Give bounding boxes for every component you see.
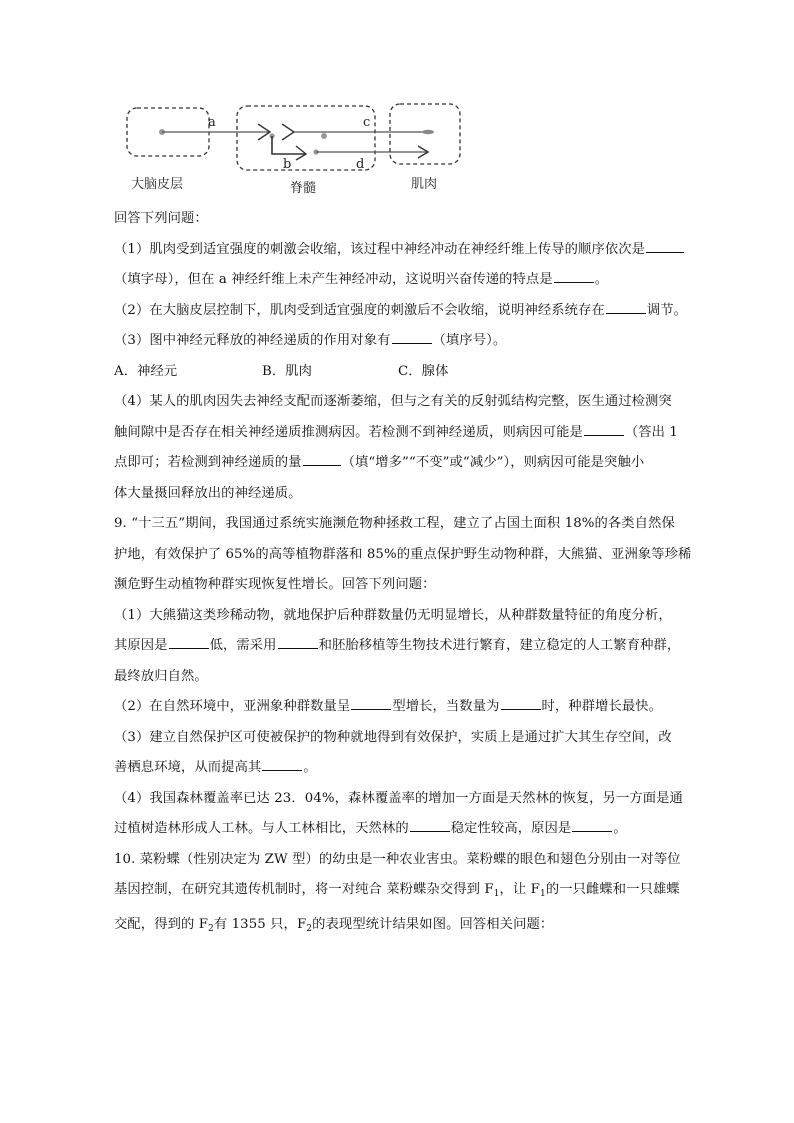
q8-part2-line [114, 296, 704, 327]
q8-part1-line2 [114, 265, 704, 296]
answer-blank[interactable] [169, 636, 209, 649]
q9-part2-line [114, 692, 704, 723]
reflex-arc-diagram [110, 96, 490, 200]
answer-blank[interactable] [351, 697, 391, 710]
label-b: b [283, 157, 292, 172]
q9-part4-line1: （4）我国森林覆盖率已达 23．04%，森林覆盖率的增加一方面是天然林的恢复，另一方面是通 [114, 790, 683, 806]
q10-text-a: 基因控制，在研究其遗传机制时，将一对纯合 菜粉蝶杂交得到 F [114, 882, 494, 897]
q8-part2-end: 调节。 [646, 302, 688, 318]
q10-stem-line2 [114, 875, 704, 910]
q9-part2-text-b: 型增长，当数量为 [392, 699, 500, 714]
q8-part4-line2 [114, 418, 704, 449]
q8-part3-line [114, 326, 704, 357]
question-text [114, 204, 704, 944]
q9-part1-text-c: 和胚胎移植等生物技术进行繁育，建立稳定的人工繁育种群， [318, 638, 681, 653]
subscript: 2 [208, 923, 214, 934]
answer-blank[interactable] [554, 270, 594, 283]
q8-part1-end: 。 [594, 272, 609, 287]
q9-part1-text-a: 其原因是 [114, 638, 168, 653]
q9-stem-line3: 濒危野生动植物种群实现恢复性增长。回答下列问题： [114, 577, 436, 592]
q8-part4-text-b: （答出 1 [624, 424, 678, 440]
label-a: a [208, 115, 216, 130]
q8-part4-line1: （4）某人的肌肉因失去神经支配而逐渐萎缩，但与之有关的反射弧结构完整，医生通过检测突 [114, 394, 672, 409]
label-muscle: 肌肉 [411, 177, 438, 192]
motor-neuron-dot-c [321, 133, 327, 139]
q8-part4-text-d: （填“增多”“不变”或“减少”），则病因可能是突触小 [341, 455, 645, 470]
option-b: B．肌肉 [262, 363, 313, 379]
q8-part2-text: （2）在大脑皮层控制下，肌肉受到适宜强度的刺激后不会收缩，说明神经系统存在 [114, 302, 605, 318]
answer-blank[interactable] [392, 331, 432, 344]
q9-stem-line2: 护地，有效保护了 65%的高等植物群落和 85%的重点保护野生动物种群，大熊猫、亚洲象等珍稀 [114, 546, 692, 562]
q8-options-line [114, 357, 704, 388]
muscle-box [390, 104, 460, 164]
answer-blank[interactable] [584, 423, 624, 436]
q8-part4-line3 [114, 448, 704, 479]
synapse-d-ending [296, 146, 306, 160]
q8-part3-text: （3）图中神经元释放的神经递质的作用对象有 [114, 333, 391, 348]
q10-stem-line1: 10. 菜粉蝶（性别决定为 ZW 型）的幼虫是一种农业害虫。菜粉蝶的眼色和翅色分别由一对等位 [114, 851, 681, 867]
option-a: A．神经元 [114, 363, 178, 379]
label-cortex: 大脑皮层 [131, 177, 184, 192]
q10-text-b: ，让 F [499, 882, 540, 897]
option-c: C．腺体 [398, 363, 449, 379]
q8-part1-text-a: （1）肌肉受到适宜强度的刺激会收缩，该过程中神经冲动在神经纤维上传导的顺序依次是 [114, 241, 646, 257]
answer-blank[interactable] [303, 453, 341, 466]
q9-part1-line3: 最终放归自然。 [114, 668, 208, 684]
q9-part4-text-b: 稳定性较高，原因是 [450, 821, 572, 836]
q9-part3-line1: （3）建立自然保护区可使被保护的物种就地得到有效保护，实质上是通过扩大其生存空间，改 [114, 729, 672, 745]
answer-blank[interactable] [410, 819, 450, 832]
answer-blank[interactable] [262, 758, 302, 771]
q10-stem-line3 [114, 910, 704, 945]
synapse-c-ending [282, 124, 294, 140]
q8-part1-text-b: （填字母），但在 a 神经纤维上未产生神经冲动，这说明兴奋传递的特点是 [114, 272, 553, 287]
intro-line: 回答下列问题： [114, 211, 208, 226]
q9-part2-text-c: 时，种群增长最快。 [541, 699, 663, 714]
q9-part4-line2 [114, 814, 704, 845]
q9-part3-line2 [114, 753, 704, 784]
q9-part3-text: 善栖息环境，从而提高其 [114, 760, 262, 775]
answer-blank[interactable] [606, 301, 646, 314]
q9-part4-end: 。 [613, 821, 627, 836]
q8-part4-line4: 体大量摄回释放出的神经递质。 [114, 485, 302, 501]
q9-part4-text-a: 过植树造林形成人工林。与人工林相比，天然林的 [114, 821, 409, 836]
q9-part3-end: 。 [303, 760, 317, 775]
q10-text-f: 的表现型统计结果如图。回答相关问题： [312, 916, 554, 932]
spinal-cord-box [237, 106, 375, 170]
answer-blank[interactable] [572, 819, 612, 832]
q9-part1-line1: （1）大熊猫这类珍稀动物，就地保护后种群数量仍无明显增长，从种群数量特征的角度分析， [114, 607, 672, 623]
subscript: 2 [306, 923, 313, 934]
q8-part4-text-c: 点即可；若检测到神经递质的量 [114, 455, 302, 470]
q9-part1-text-b: 低，需采用 [209, 638, 277, 653]
q9-part2-text-a: （2）在自然环境中，亚洲象种群数量呈 [114, 699, 351, 714]
subscript: 1 [493, 889, 500, 899]
q10-text-e: 有 1355 只，F [213, 916, 307, 932]
q8-part3-end: （填序号）。 [432, 333, 507, 348]
q8-part4-text-a: 触间隙中是否存在相关神经递质推测病因。若检测不到神经递质，则病因可能是 [114, 424, 583, 440]
receptor [422, 130, 434, 134]
q8-part1-line1 [114, 235, 704, 266]
interneuron-b [272, 136, 306, 154]
q10-text-d: 交配，得到的 F [114, 916, 209, 932]
q9-stem-line1: 9. “十三五”期间，我国通过系统实施濒危物种拯救工程，建立了占国土面积 18%的各类自然保 [114, 516, 675, 531]
subscript: 1 [539, 889, 546, 899]
label-c: c [363, 115, 371, 130]
label-spinal: 脊髓 [290, 181, 317, 196]
q10-text-c: 的一只雌蝶和一只雄蝶 [545, 882, 680, 897]
answer-blank[interactable] [646, 240, 684, 253]
q9-part1-line2 [114, 631, 704, 662]
answer-blank[interactable] [501, 697, 541, 710]
answer-blank[interactable] [278, 636, 318, 649]
label-d: d [356, 157, 365, 172]
